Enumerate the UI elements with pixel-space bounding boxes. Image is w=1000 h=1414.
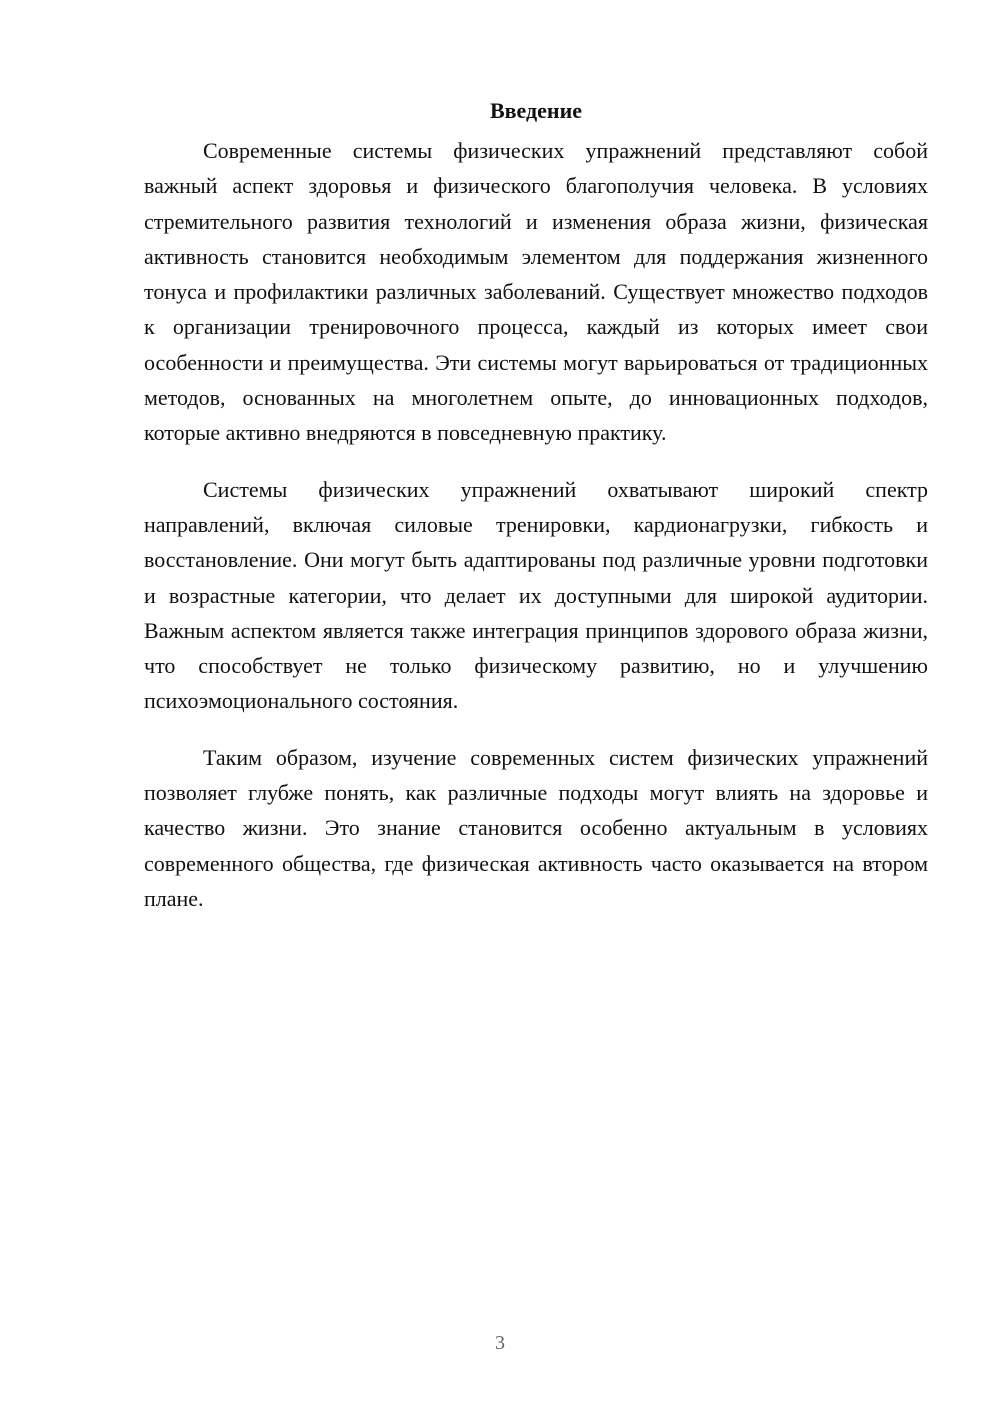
paragraph-1: Современные системы физических упражнений представляют собой важный аспект здоровья и физического благополучия человека. В условиях стремительного развития технологий и изменения образа жизни, физическая активность становится необходимым элементом для поддержания жизненного тонуса и профилактики различных заболеваний. Существует множество подходов к организации тренировочного процесса, каждый из которых имеет свои особенности и преимущества. Эти системы могут варьироваться от традиционных методов, основанных на многолетнем опыте, до инновационных подходов, которые активно внедряются в повседневную практику. [144, 138, 928, 446]
page-number: 3 [495, 1332, 505, 1354]
paragraph-3: Таким образом, изучение современных систем физических упражнений позволяет глубже понять, как различные подходы могут влиять на здоровье и качество жизни. Это знание становится особенно актуальным в условиях современного общества, где физическая активность часто оказывается на втором плане. [144, 744, 928, 911]
paragraph-2: Системы физических упражнений охватывают широкий спектр направлений, включая силовые тренировки, кардионагрузки, гибкость и восстановление. Они могут быть адаптированы под различные уровни подготовки и возрастные категории, что делает их доступными для широкой аудитории. Важным аспектом является также интеграция принципов здорового образа жизни, что способствует не только физическому развитию, но и улучшению психоэмоционального состояния. [144, 476, 928, 714]
page-content [144, 93, 928, 937]
section-title: Введение [489, 98, 583, 123]
